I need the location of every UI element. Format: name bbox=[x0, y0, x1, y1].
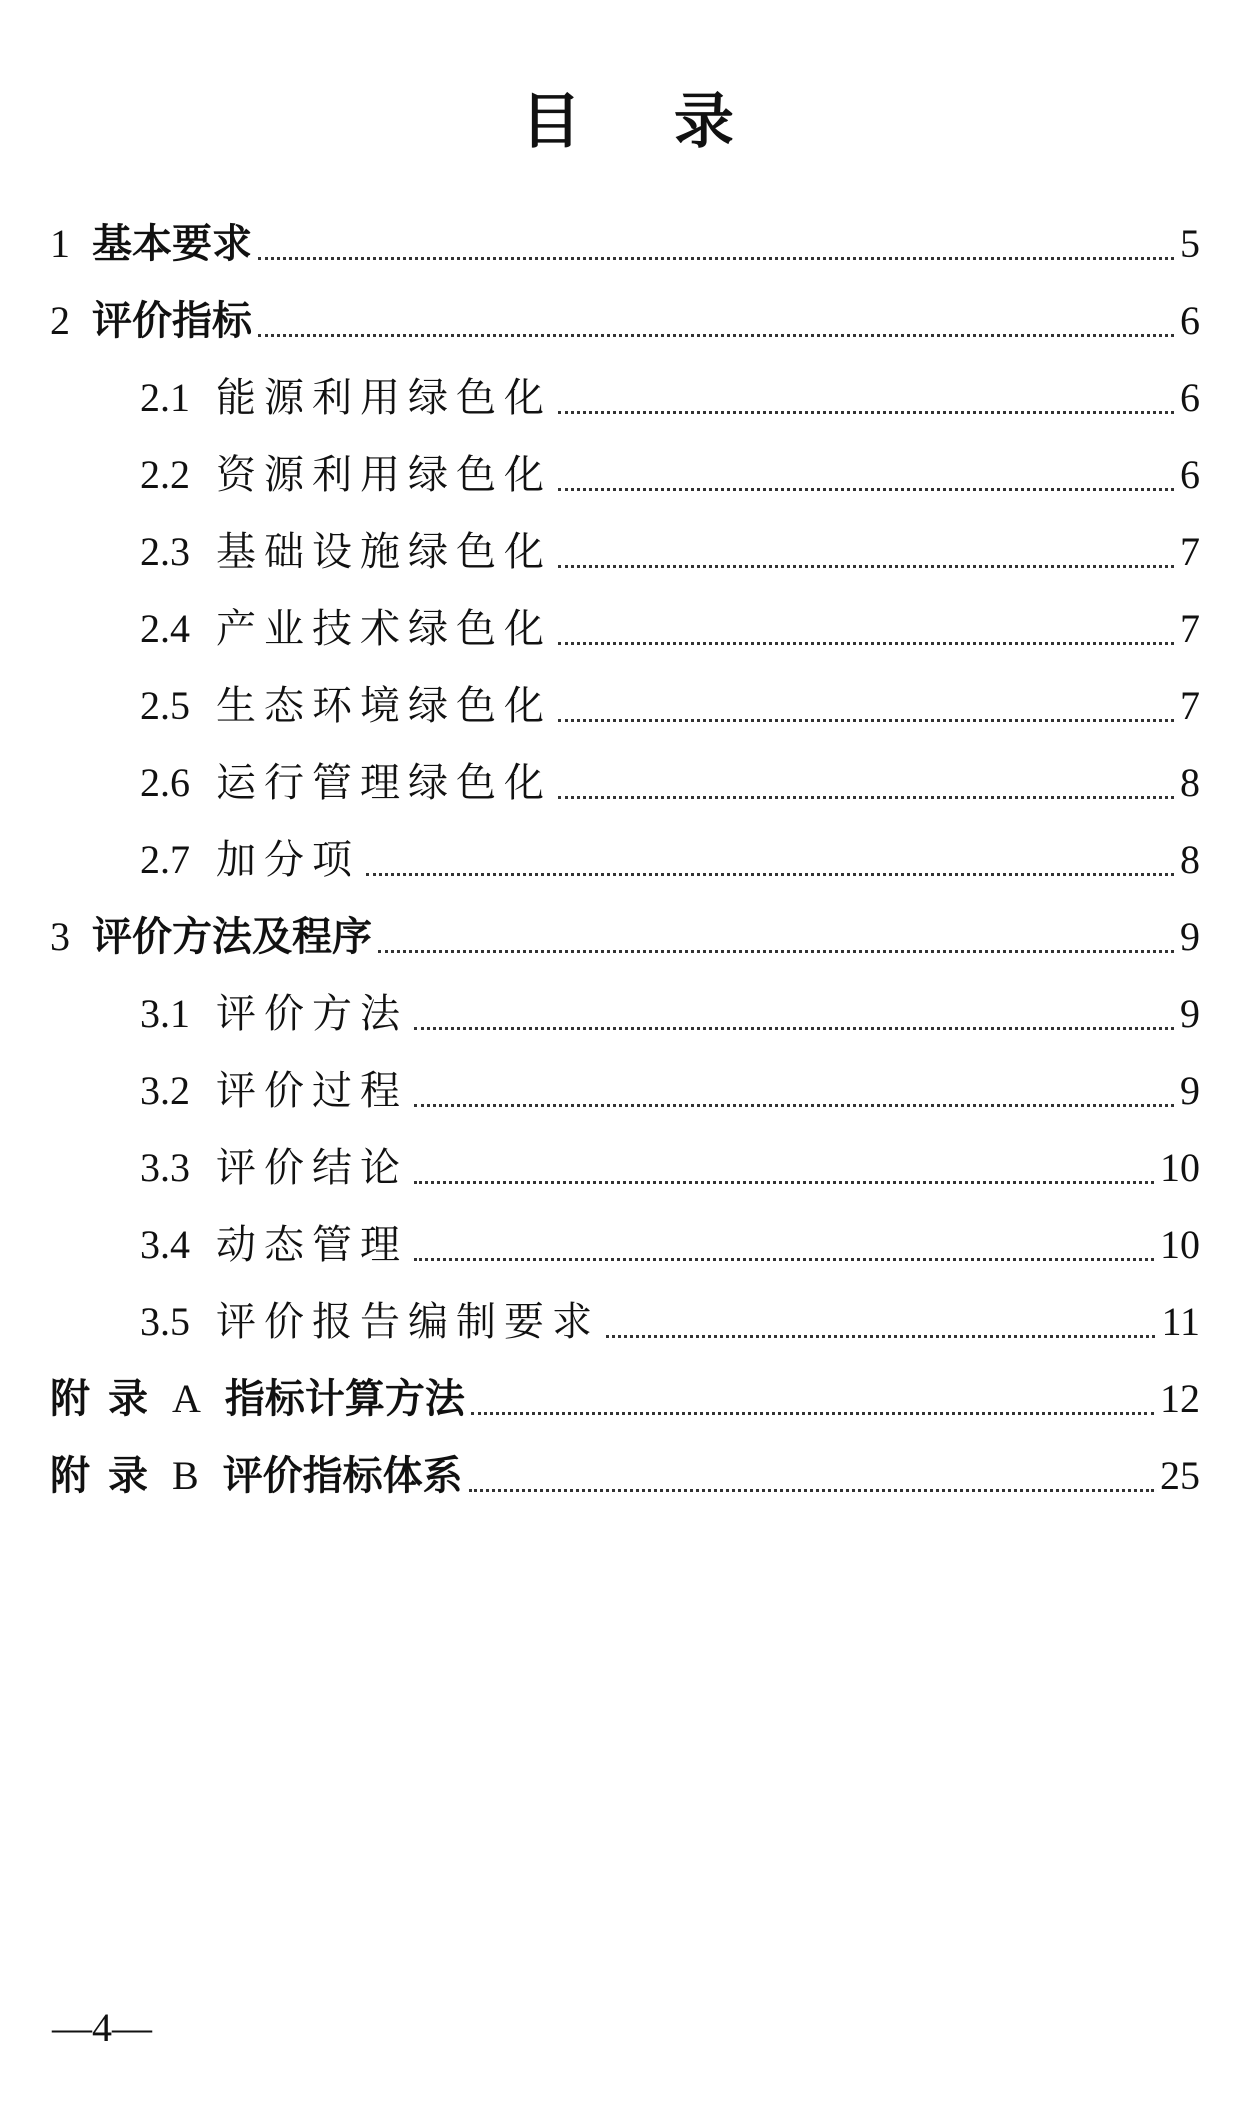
toc-entry-label: 生态环境绿色化 bbox=[216, 683, 552, 729]
toc-entry-3[interactable] bbox=[50, 907, 1200, 967]
toc-entry-page: 9 bbox=[1180, 991, 1200, 1036]
toc-entry-page: 6 bbox=[1180, 452, 1200, 497]
toc-entry-page: 10 bbox=[1160, 1145, 1200, 1190]
toc-entry-appendix-b[interactable] bbox=[50, 1446, 1200, 1506]
dot-leader bbox=[258, 334, 1174, 337]
toc-entry-number: 3.3 bbox=[140, 1145, 190, 1190]
toc-entry-3-4[interactable] bbox=[140, 1215, 1200, 1275]
toc-entry-page: 10 bbox=[1160, 1222, 1200, 1267]
toc-entry-label: 基本要求 bbox=[92, 221, 252, 267]
dot-leader bbox=[558, 411, 1174, 414]
toc-entry-number: 2.6 bbox=[140, 760, 190, 805]
dot-leader bbox=[258, 257, 1174, 260]
page-number-footer: —4— bbox=[52, 2005, 152, 2050]
toc-entry-2-2[interactable] bbox=[140, 445, 1200, 505]
toc-entry-appendix-a[interactable] bbox=[50, 1369, 1200, 1429]
toc-entry-number: 2.2 bbox=[140, 452, 190, 497]
toc-entry-label: 动态管理 bbox=[216, 1222, 408, 1268]
dot-leader bbox=[558, 565, 1174, 568]
toc-entry-label: 能源利用绿色化 bbox=[216, 375, 552, 421]
toc-entry-page: 9 bbox=[1180, 914, 1200, 959]
toc-entry-page: 6 bbox=[1180, 298, 1200, 343]
toc-entry-number: 1 bbox=[50, 221, 70, 266]
toc-entry-number: 3.4 bbox=[140, 1222, 190, 1267]
toc-entry-number: 2.5 bbox=[140, 683, 190, 728]
toc-entry-label: 评价指标 bbox=[92, 298, 252, 344]
toc-entry-3-1[interactable] bbox=[140, 984, 1200, 1044]
page-title: 目 录 bbox=[521, 87, 770, 157]
toc-entry-label: 资源利用绿色化 bbox=[216, 452, 552, 498]
toc-entry-page: 7 bbox=[1180, 683, 1200, 728]
toc-entry-number: 2.3 bbox=[140, 529, 190, 574]
dot-leader bbox=[606, 1335, 1155, 1338]
toc-entry-page: 8 bbox=[1180, 837, 1200, 882]
toc-entry-number: 2.7 bbox=[140, 837, 190, 882]
toc-entry-page: 7 bbox=[1180, 529, 1200, 574]
toc-entry-page: 7 bbox=[1180, 606, 1200, 651]
toc-entry-page: 5 bbox=[1180, 221, 1200, 266]
toc-entry-label: 基础设施绿色化 bbox=[216, 529, 552, 575]
toc-entry-number: 3 bbox=[50, 914, 70, 959]
dot-leader bbox=[558, 642, 1174, 645]
toc-entry-2-6[interactable] bbox=[140, 753, 1200, 813]
dot-leader bbox=[558, 796, 1174, 799]
dot-leader bbox=[469, 1489, 1154, 1492]
dot-leader bbox=[378, 950, 1174, 953]
appendix-prefix: 附录 bbox=[50, 1376, 166, 1422]
dot-leader bbox=[471, 1412, 1154, 1415]
toc-entry-page: 12 bbox=[1160, 1376, 1200, 1421]
toc-entry-number: 3.2 bbox=[140, 1068, 190, 1113]
toc-entry-page: 6 bbox=[1180, 375, 1200, 420]
toc-entry-label: 评价报告编制要求 bbox=[216, 1299, 600, 1345]
dot-leader bbox=[558, 719, 1174, 722]
toc-entry-2-4[interactable] bbox=[140, 599, 1200, 659]
toc-entry-page: 25 bbox=[1160, 1453, 1200, 1498]
toc-entry-3-5[interactable] bbox=[140, 1292, 1200, 1352]
toc-entry-number: 3.5 bbox=[140, 1299, 190, 1344]
toc-entry-2[interactable] bbox=[50, 291, 1200, 351]
dot-leader bbox=[558, 488, 1174, 491]
toc-entry-3-3[interactable] bbox=[140, 1138, 1200, 1198]
toc-entry-label: 加分项 bbox=[216, 837, 360, 883]
toc-entry-label: 评价方法及程序 bbox=[92, 914, 372, 960]
dot-leader bbox=[414, 1181, 1154, 1184]
toc-entry-page: 9 bbox=[1180, 1068, 1200, 1113]
dot-leader bbox=[366, 873, 1174, 876]
toc-entry-label: 产业技术绿色化 bbox=[216, 606, 552, 652]
toc-entry-2-1[interactable] bbox=[140, 368, 1200, 428]
toc-entry-number: 2.4 bbox=[140, 606, 190, 651]
toc-entry-label: 评价方法 bbox=[216, 991, 408, 1037]
toc-entry-2-5[interactable] bbox=[140, 676, 1200, 736]
toc-entry-page: 11 bbox=[1161, 1299, 1200, 1344]
toc-entry-label: 评价过程 bbox=[216, 1068, 408, 1114]
toc-entry-label: 评价结论 bbox=[216, 1145, 408, 1191]
toc-entry-2-3[interactable] bbox=[140, 522, 1200, 582]
toc-entry-number: 2 bbox=[50, 298, 70, 343]
dot-leader bbox=[414, 1258, 1154, 1261]
toc-entry-1[interactable] bbox=[50, 214, 1200, 274]
toc-entry-label: 运行管理绿色化 bbox=[216, 760, 552, 806]
toc-entry-page: 8 bbox=[1180, 760, 1200, 805]
toc-entry-3-2[interactable] bbox=[140, 1061, 1200, 1121]
dot-leader bbox=[414, 1027, 1174, 1030]
toc-entry-number: 3.1 bbox=[140, 991, 190, 1036]
appendix-letter: A bbox=[172, 1376, 201, 1421]
toc-entry-number: 2.1 bbox=[140, 375, 190, 420]
toc-entry-2-7[interactable] bbox=[140, 830, 1200, 890]
appendix-prefix: 附录 bbox=[50, 1453, 166, 1499]
appendix-letter: B bbox=[172, 1453, 199, 1498]
toc-entry-label: 评价指标体系 bbox=[222, 1453, 463, 1499]
dot-leader bbox=[414, 1104, 1174, 1107]
toc-entry-label: 指标计算方法 bbox=[224, 1376, 465, 1422]
